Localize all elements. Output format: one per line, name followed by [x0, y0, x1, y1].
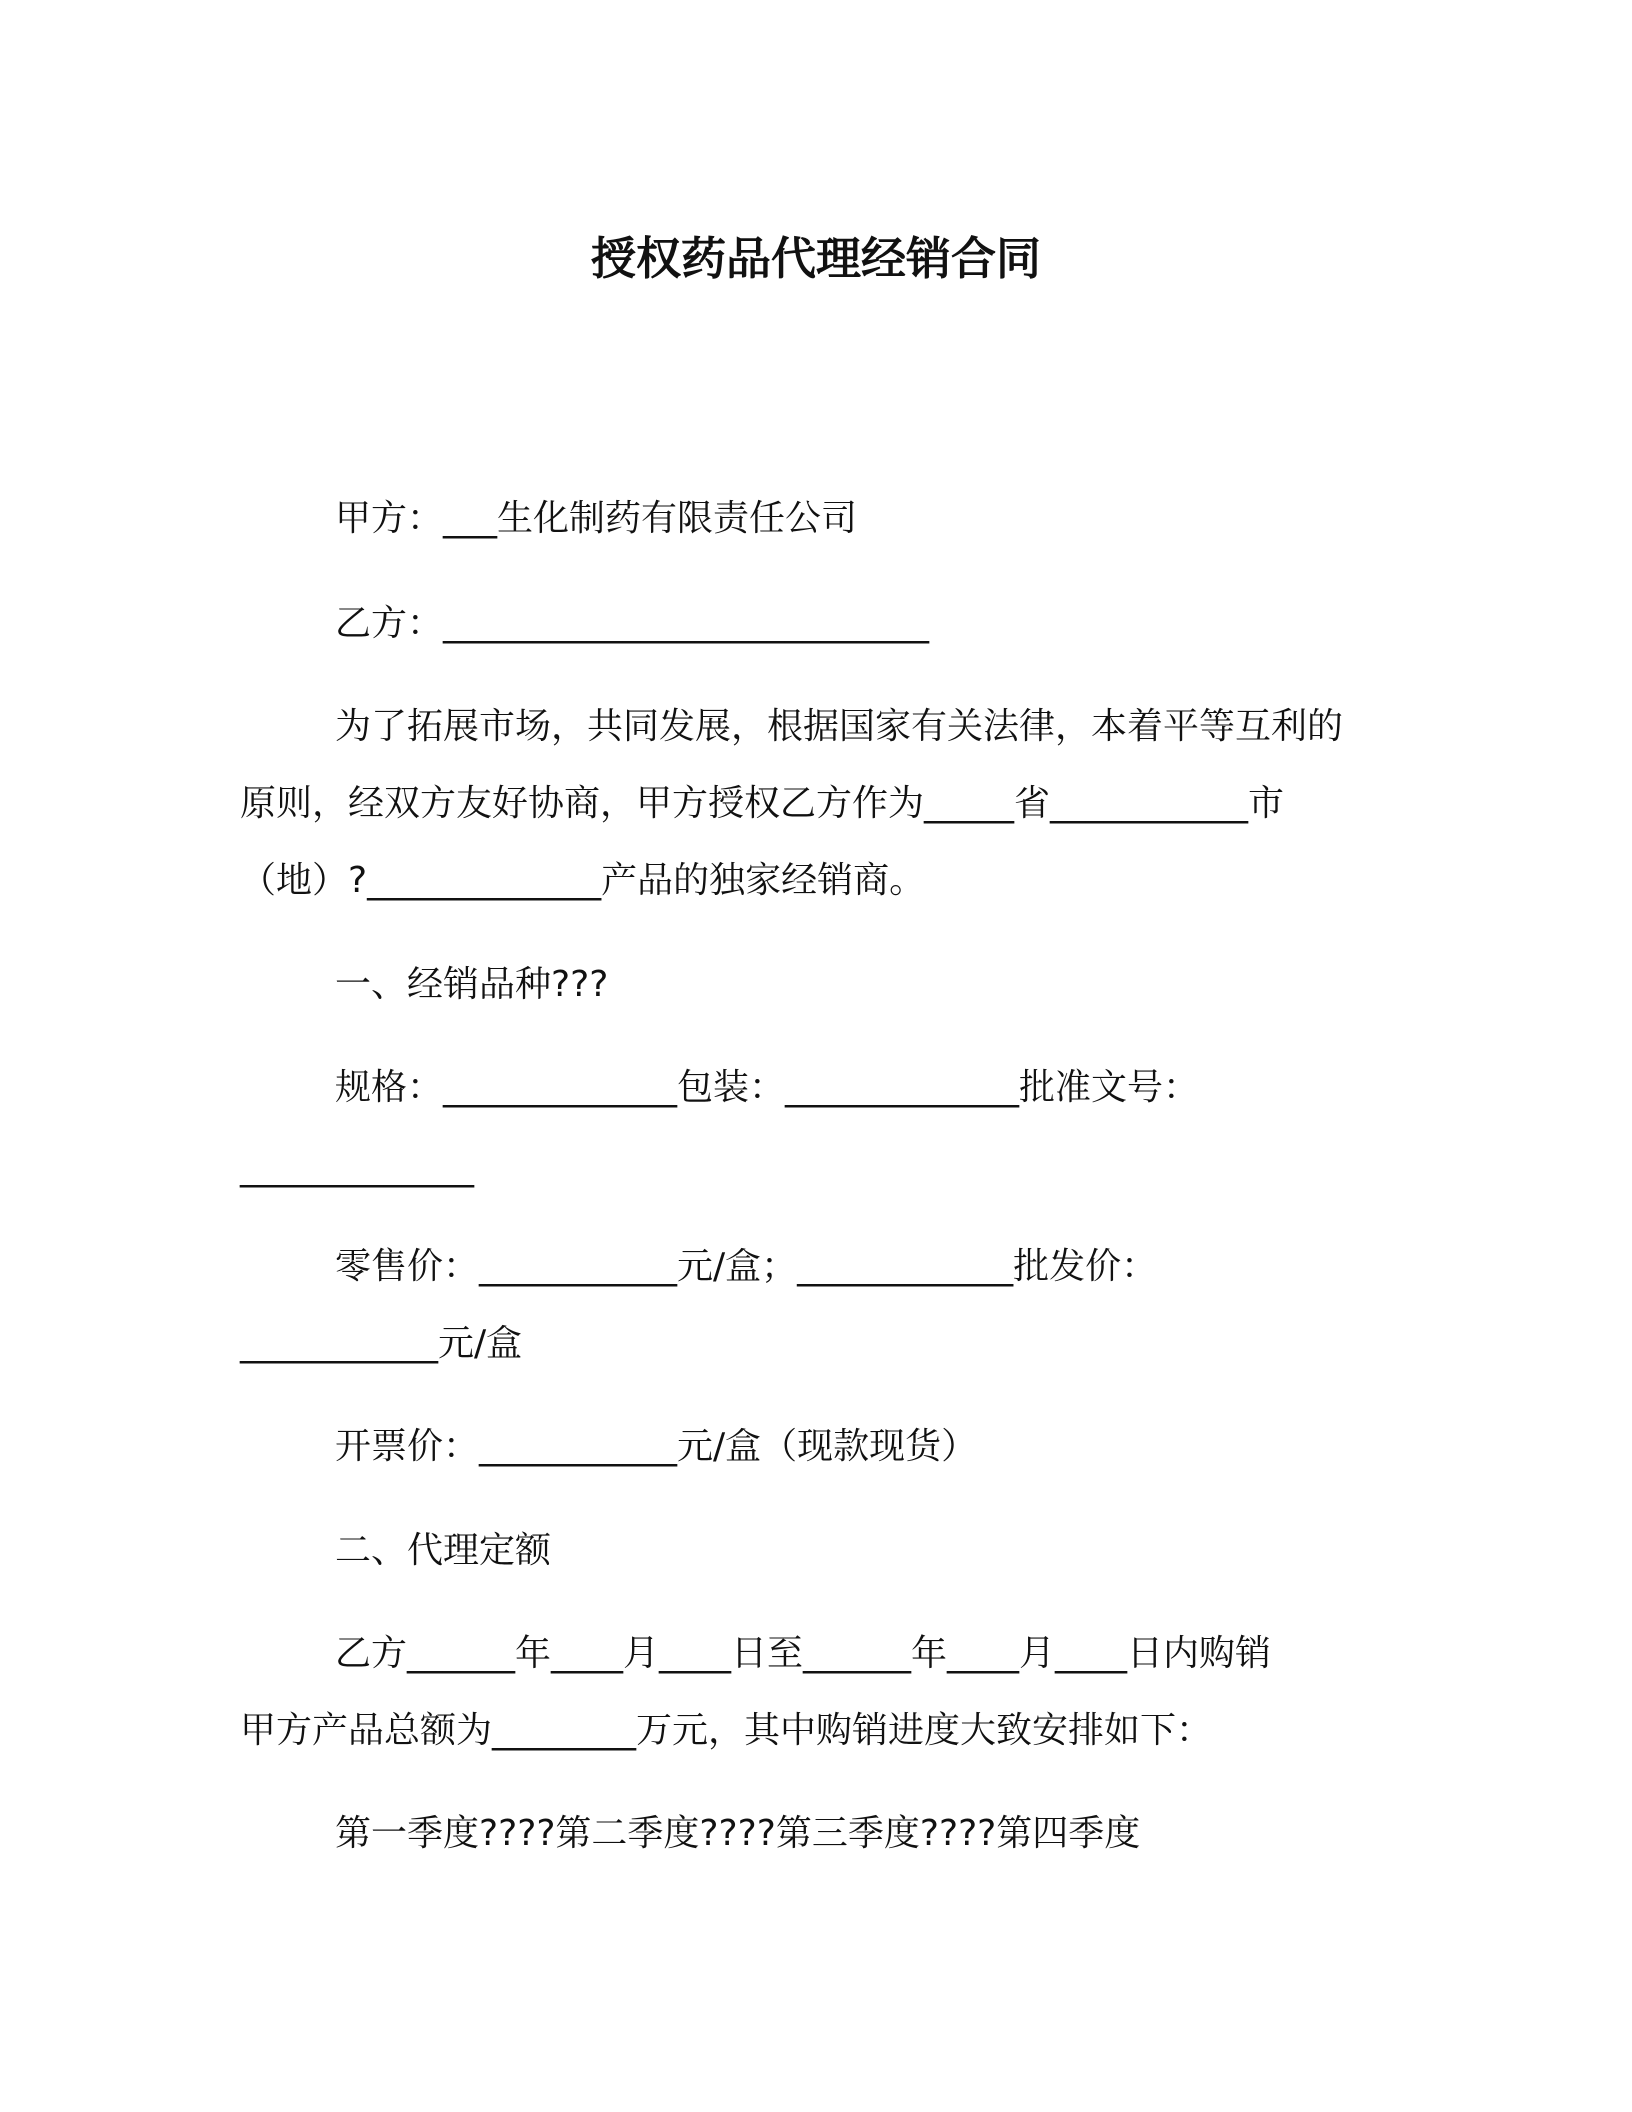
invoice-price-line: 开票价：___________元/盒（现款现货）	[335, 1426, 978, 1467]
section-1-heading: 一、经销品种???	[335, 964, 609, 1005]
party-a-line: 甲方：___生化制药有限责任公司	[335, 498, 858, 539]
section-2-heading: 二、代理定额	[335, 1530, 552, 1571]
spec-line-1: 规格：_____________包装：_____________批准文号：	[335, 1067, 1200, 1108]
quota-paragraph-line-1: 乙方______年____月____日至______年____月____日内购销	[335, 1633, 1272, 1674]
intro-paragraph-line-2: 原则，经双方友好协商，甲方授权乙方作为_____省___________市	[240, 783, 1285, 824]
price-line-2: ___________元/盒	[240, 1323, 523, 1364]
intro-paragraph-line-1: 为了拓展市场，共同发展，根据国家有关法律，本着平等互利的	[335, 706, 1344, 747]
quota-paragraph-line-2: 甲方产品总额为________万元，其中购销进度大致安排如下：	[240, 1710, 1213, 1751]
quarterly-schedule-line: 第一季度????第二季度????第三季度????第四季度	[335, 1813, 1141, 1854]
price-line-1: 零售价：___________元/盒；____________批发价：	[335, 1246, 1158, 1287]
party-b-line: 乙方：___________________________	[335, 603, 930, 644]
document-title: 授权药品代理经销合同	[590, 232, 1041, 285]
spec-line-2: _____________	[240, 1147, 474, 1188]
intro-paragraph-line-3: （地）?_____________产品的独家经销商。	[240, 860, 926, 901]
